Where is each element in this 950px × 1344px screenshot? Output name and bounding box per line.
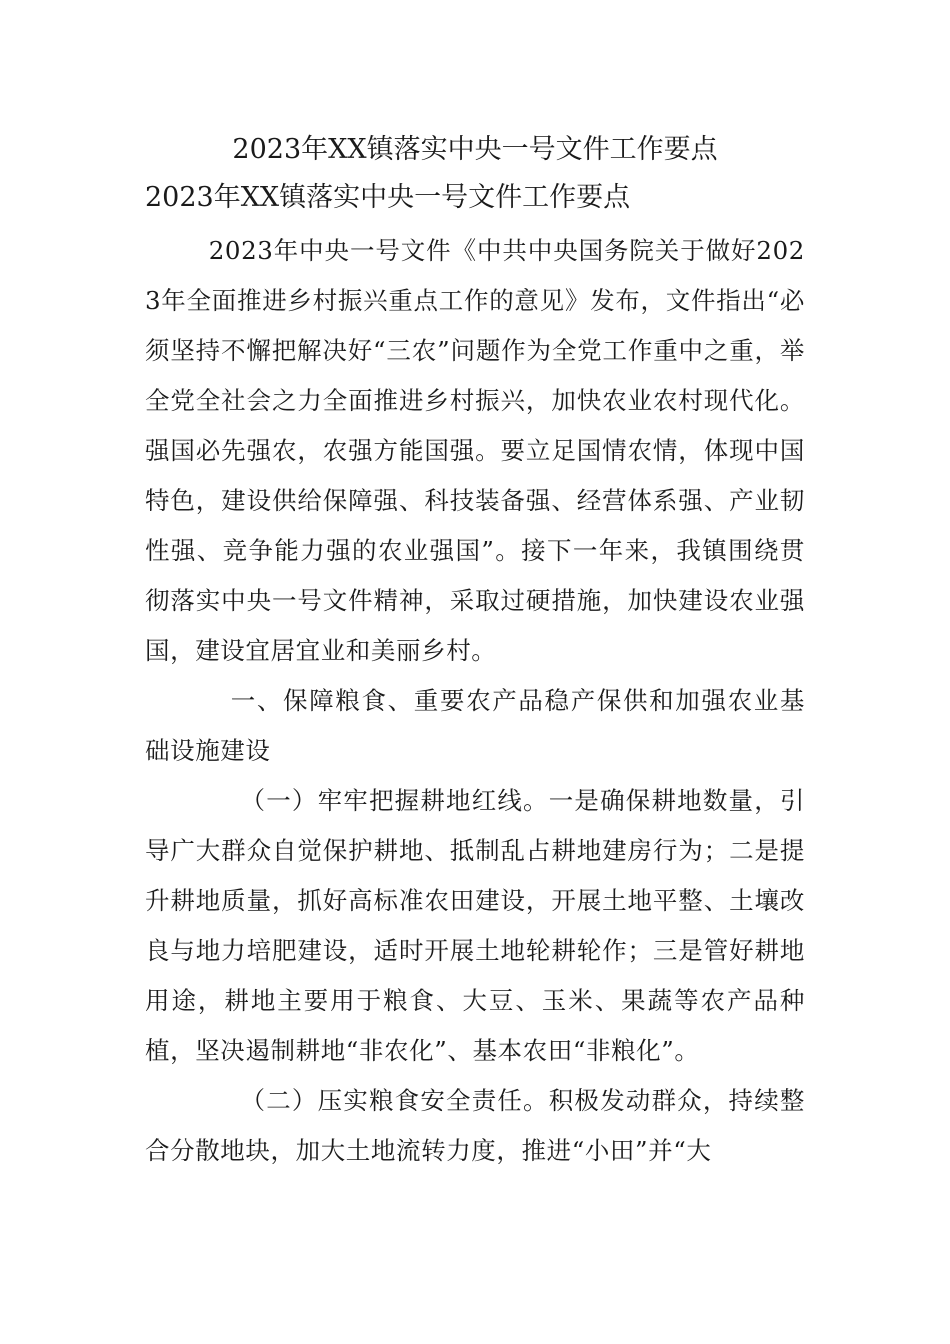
document-subtitle: 2023年XX镇落实中央一号文件工作要点	[145, 182, 631, 213]
section-1-heading: 一、保障粮食、重要农产品稳产保供和加强农业基础设施建设	[145, 686, 805, 765]
document-body	[145, 226, 805, 1176]
document-title: 2023年XX镇落实中央一号文件工作要点	[232, 134, 718, 165]
item-2-paragraph: （二）压实粮食安全责任。积极发动群众，持续整合分散地块，加大土地流转力度，推进“小田”并“大	[145, 1086, 805, 1165]
intro-paragraph: 2023年中央一号文件《中共中央国务院关于做好2023年全面推进乡村振兴重点工作的意见》发布，文件指出“必须坚持不懈把解决好“三农”问题作为全党工作重中之重，举全党全社会之力全面推进乡村振兴，加快农业农村现代化。强国必先强农，农强方能国强。要立足国情农情，体现中国特色，建设供给保障强、科技装备强、经营体系强、产业韧性强、竞争能力强的农业强国”。接下一年来，我镇围绕贯彻落实中央一号文件精神，采取过硬措施，加快建设农业强国，建设宜居宜业和美丽乡村。	[145, 236, 805, 665]
item-1-paragraph: （一）牢牢把握耕地红线。一是确保耕地数量，引导广大群众自觉保护耕地、抵制乱占耕地建房行为；二是提升耕地质量，抓好高标准农田建设，开展土地平整、土壤改良与地力培肥建设，适时开展土地轮耕轮作；三是管好耕地用途，耕地主要用于粮食、大豆、玉米、果蔬等农产品种植，坚决遏制耕地“非农化”、基本农田“非粮化”。	[145, 786, 805, 1065]
